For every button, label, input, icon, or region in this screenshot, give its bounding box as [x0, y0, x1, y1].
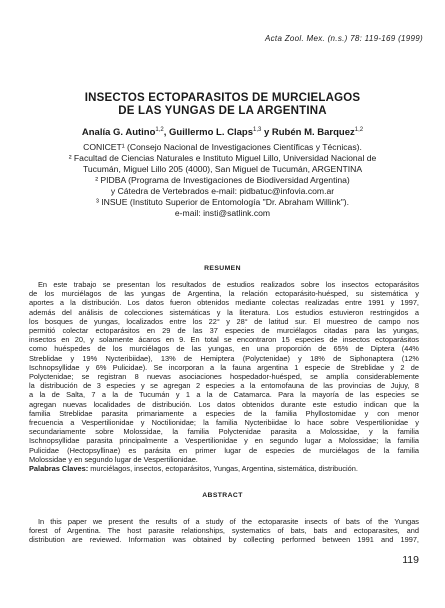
abstract-line: forest of Argentina. The host parasite relationships, systematics of bats, bats and ectoparasites, and	[29, 526, 419, 536]
affiliation-line: ² Facultad de Ciencias Naturales e Instituto Miguel Lillo, Universidad Nacional de	[68, 153, 377, 163]
abstract-body	[29, 517, 419, 545]
resumen-line: los bosques de yungas, localizados entre los 22° y 28° de latitud sur. El muestreo de campo nos	[29, 316, 419, 326]
resumen-heading: RESUMEN	[204, 265, 241, 272]
affiliation-line: Tucumán, Miguel Lillo 205 (4000), San Miguel de Tucumán, ARGENTINA	[82, 164, 363, 174]
title-line-2: DE LAS YUNGAS DE LA ARGENTINA	[118, 105, 327, 117]
abstract-line: In this paper we present the results of a study of the ectoparasite insects of bats of the Yungas	[38, 517, 419, 526]
author-3-affil: 1,2	[354, 127, 364, 133]
page-number: 119	[402, 554, 419, 566]
resumen-line: además del análisis de colecciones sistemáticas y la literatura. Los estudios estuvieron restringidos a	[29, 307, 419, 317]
title-line-1: INSECTOS ECTOPARASITOS DE MURCIELAGOS	[84, 92, 361, 104]
resumen-line: a la de Salta, 7 a la de Tucumán y 1 a la de Catamarca. Para la mayoría de las especies se	[29, 390, 419, 400]
resumen-line: Ischnopsyllidae y 6% Pulicidae). Se incorporan a la fauna argentina 1 especie de Streblidae y 2 de	[29, 362, 419, 372]
resumen-line: la distribución de 3 especies y se agregan 2 especies a la entomofauna de las provincias de Jujuy, 8	[29, 381, 419, 391]
resumen-line: Molossidae y en segundo lugar de Vespertilionidae.	[29, 454, 198, 464]
paper-title	[40, 92, 405, 118]
resumen-line: de los murciélagos de las yungas de Argentina, la relación ectoparásito-huésped, su sistemática y	[29, 289, 419, 299]
resumen-line: Pulicidae (Hectopsyllinae) es parásita en primer lugar de especies de murciélagos de la familia	[29, 445, 419, 455]
keywords-label: Palabras Claves:	[29, 464, 89, 474]
author-separator-1: ,	[163, 127, 170, 139]
affiliation-line: e-mail: insti@satlink.com	[174, 208, 271, 218]
resumen-line: En este trabajo se presentan los resultados de estudios realizados sobre los insectos ectoparásitos	[38, 280, 419, 289]
resumen-line: Ischnopsyllidae parasita principalmente a Vespertilionidae y en segundo lugar a Molossidae; la familia	[29, 436, 419, 446]
affiliation-line: CONICET¹ (Consejo Nacional de Investigaciones Científicas y Técnicas).	[83, 142, 362, 152]
resumen-line: Polyctenidae; se registran 8 nuevas asociaciones hospedador-huésped, se amplía considerablemente	[29, 372, 419, 382]
affiliation-line: ² PIDBA (Programa de Investigaciones de Biodiversidad Argentina)	[95, 175, 350, 185]
keywords-text: murciélagos, insectos, ectoparásitos, Yungas, Argentina, sistemática, distribución.	[88, 464, 358, 474]
affiliation-line: y Cátedra de Vertebrados e-mail: pidbatuc@infovia.com.ar	[110, 186, 335, 196]
resumen-line: agregan nuevas localidades de distribución. Los datos obtenidos durante este estudio indican que la	[29, 399, 419, 409]
journal-reference: Acta Zool. Mex. (n.s.) 78: 119-169 (1999)	[265, 34, 423, 43]
resumen-line: insectos en 20, y solamente ácaros en 9. En total se encontraron 15 especies de insectos ectoparásitos	[29, 335, 419, 345]
author-2-affil: 1,3	[252, 127, 262, 133]
resumen-body	[29, 280, 419, 473]
resumen-line: secundariamente sobre Molossidae, la familia Polyctenidae parasita a Molossidae, y la familia	[29, 427, 419, 437]
resumen-line: frecuencia a Vespertilionidae y Noctilionidae; la familia Nycteribiidae lo hace sobre Vespertilionidae y	[29, 418, 419, 428]
resumen-line: familia Streblidae parasita primariamente a especies de la familia Phyllostomidae y con menor	[29, 408, 419, 418]
abstract-line: distribution are reviewed. Information was obtained by collecting performed between 1991 and 1997,	[29, 535, 419, 545]
affiliations	[22, 142, 423, 219]
author-2: Guillermo L. Claps	[169, 127, 253, 139]
resumen-line: como huéspedes de los murciélagos de las yungas, en una proporción de 65% de Diptera (44%	[29, 344, 419, 354]
author-1-affil: 1,2	[155, 127, 164, 133]
author-list	[20, 127, 425, 138]
keywords-line	[29, 464, 419, 473]
author-3: Rubén M. Barquez	[271, 127, 355, 139]
resumen-line: permitió colectar ectoparásitos en 29 de las 37 especies de murciélagos citadas para las yungas,	[29, 326, 419, 336]
author-1: Analía G. Autino	[81, 127, 156, 139]
resumen-line: Streblidae y 19% Nycteribiidae), 13% de Hemiptera (Polyctenidae) y 18% de Siphonaptera (12%	[29, 353, 419, 363]
abstract-heading: ABSTRACT	[202, 492, 243, 499]
resumen-line: aportes a la distribución. Los datos fueron obtenidos mediante colectas realizadas entre 1991 y 1997,	[29, 298, 419, 308]
affiliation-line: ³ INSUE (Instituto Superior de Entomología "Dr. Abraham Willink").	[95, 197, 350, 207]
author-separator-2: y	[261, 127, 272, 139]
